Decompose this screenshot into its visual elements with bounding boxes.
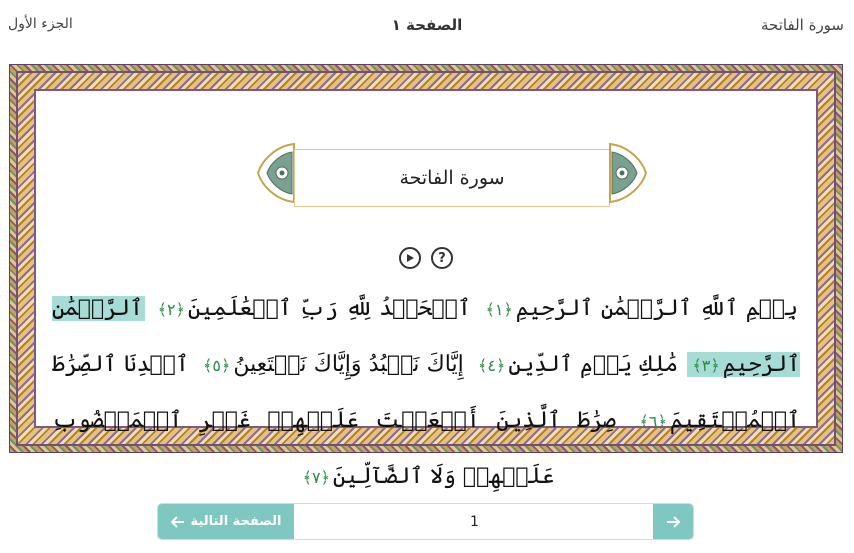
ayah-number: ﴿٥﴾ (203, 356, 231, 375)
ayah-number: ﴿٧﴾ (302, 468, 330, 487)
surah-label: سورة الفاتحة (761, 16, 844, 34)
arrow-right-icon (666, 516, 680, 528)
ayah-number: ﴿١﴾ (485, 300, 513, 319)
play-button[interactable] (399, 247, 421, 269)
help-icon: ? (438, 250, 446, 266)
ayah-number: ﴿٣﴾ (692, 356, 720, 375)
mushaf-frame (9, 64, 843, 489)
ayah[interactable] (153, 296, 473, 321)
next-page-label: الصفحة التالية (190, 514, 282, 529)
ayah-text: ٱلۡحَمۡدُ لِلَّهِ رَبِّ ٱلۡعَٰلَمِينَ (187, 296, 471, 321)
ayah-text: إِيَّاكَ نَعۡبُدُ وَإِيَّاكَ نَسۡتَعِينُ (233, 352, 464, 377)
page-number-input[interactable] (294, 504, 655, 539)
page-navigator (157, 503, 694, 540)
ornament-right-icon (608, 138, 648, 208)
next-page-button[interactable] (158, 504, 294, 539)
ayah-text: ٱلرَّحۡمَٰنِ ٱلرَّحِيمِ (52, 296, 801, 377)
arrow-left-icon (171, 516, 185, 528)
go-button[interactable] (653, 504, 693, 539)
ayah[interactable] (480, 296, 800, 321)
ayah-text: بِسۡمِ ٱللَّهِ ٱلرَّحۡمَٰنِ ٱلرَّحِيمِ (515, 296, 798, 321)
ayah-number: ﴿٦﴾ (639, 412, 667, 431)
ornament-left-icon (256, 138, 296, 208)
surah-title: سورة الفاتحة (294, 149, 610, 207)
ayah-number: ﴿٢﴾ (157, 300, 185, 319)
surah-header (256, 132, 648, 208)
ayah[interactable] (52, 408, 618, 489)
play-icon (405, 253, 415, 263)
help-button[interactable] (431, 247, 453, 269)
ayah-text: ٱهۡدِنَا ٱلصِّرَٰطَ ٱلۡمُسۡتَقِيمَ (52, 352, 800, 433)
top-bar (0, 0, 854, 56)
page-label: الصفحة ١ (391, 16, 463, 34)
audio-controls (36, 247, 816, 273)
ayah[interactable] (473, 352, 680, 377)
juz-label: الجزء الأول (8, 16, 73, 32)
ayah-text: مَٰلِكِ يَوۡمِ ٱلدِّينِ (508, 352, 679, 377)
mushaf-page (34, 89, 818, 489)
ayah-number: ﴿٤﴾ (477, 356, 506, 375)
ayah-text: صِرَٰطَ ٱلَّذِينَ أَنۡعَمۡتَ عَلَيۡهِمۡ غَيۡرِ ٱلۡمَغۡضُوبِ عَلَيۡهِمۡ وَلَا ٱلضَّآلِّينَ (52, 408, 616, 489)
ayah[interactable] (198, 352, 466, 377)
quran-text (52, 281, 800, 505)
